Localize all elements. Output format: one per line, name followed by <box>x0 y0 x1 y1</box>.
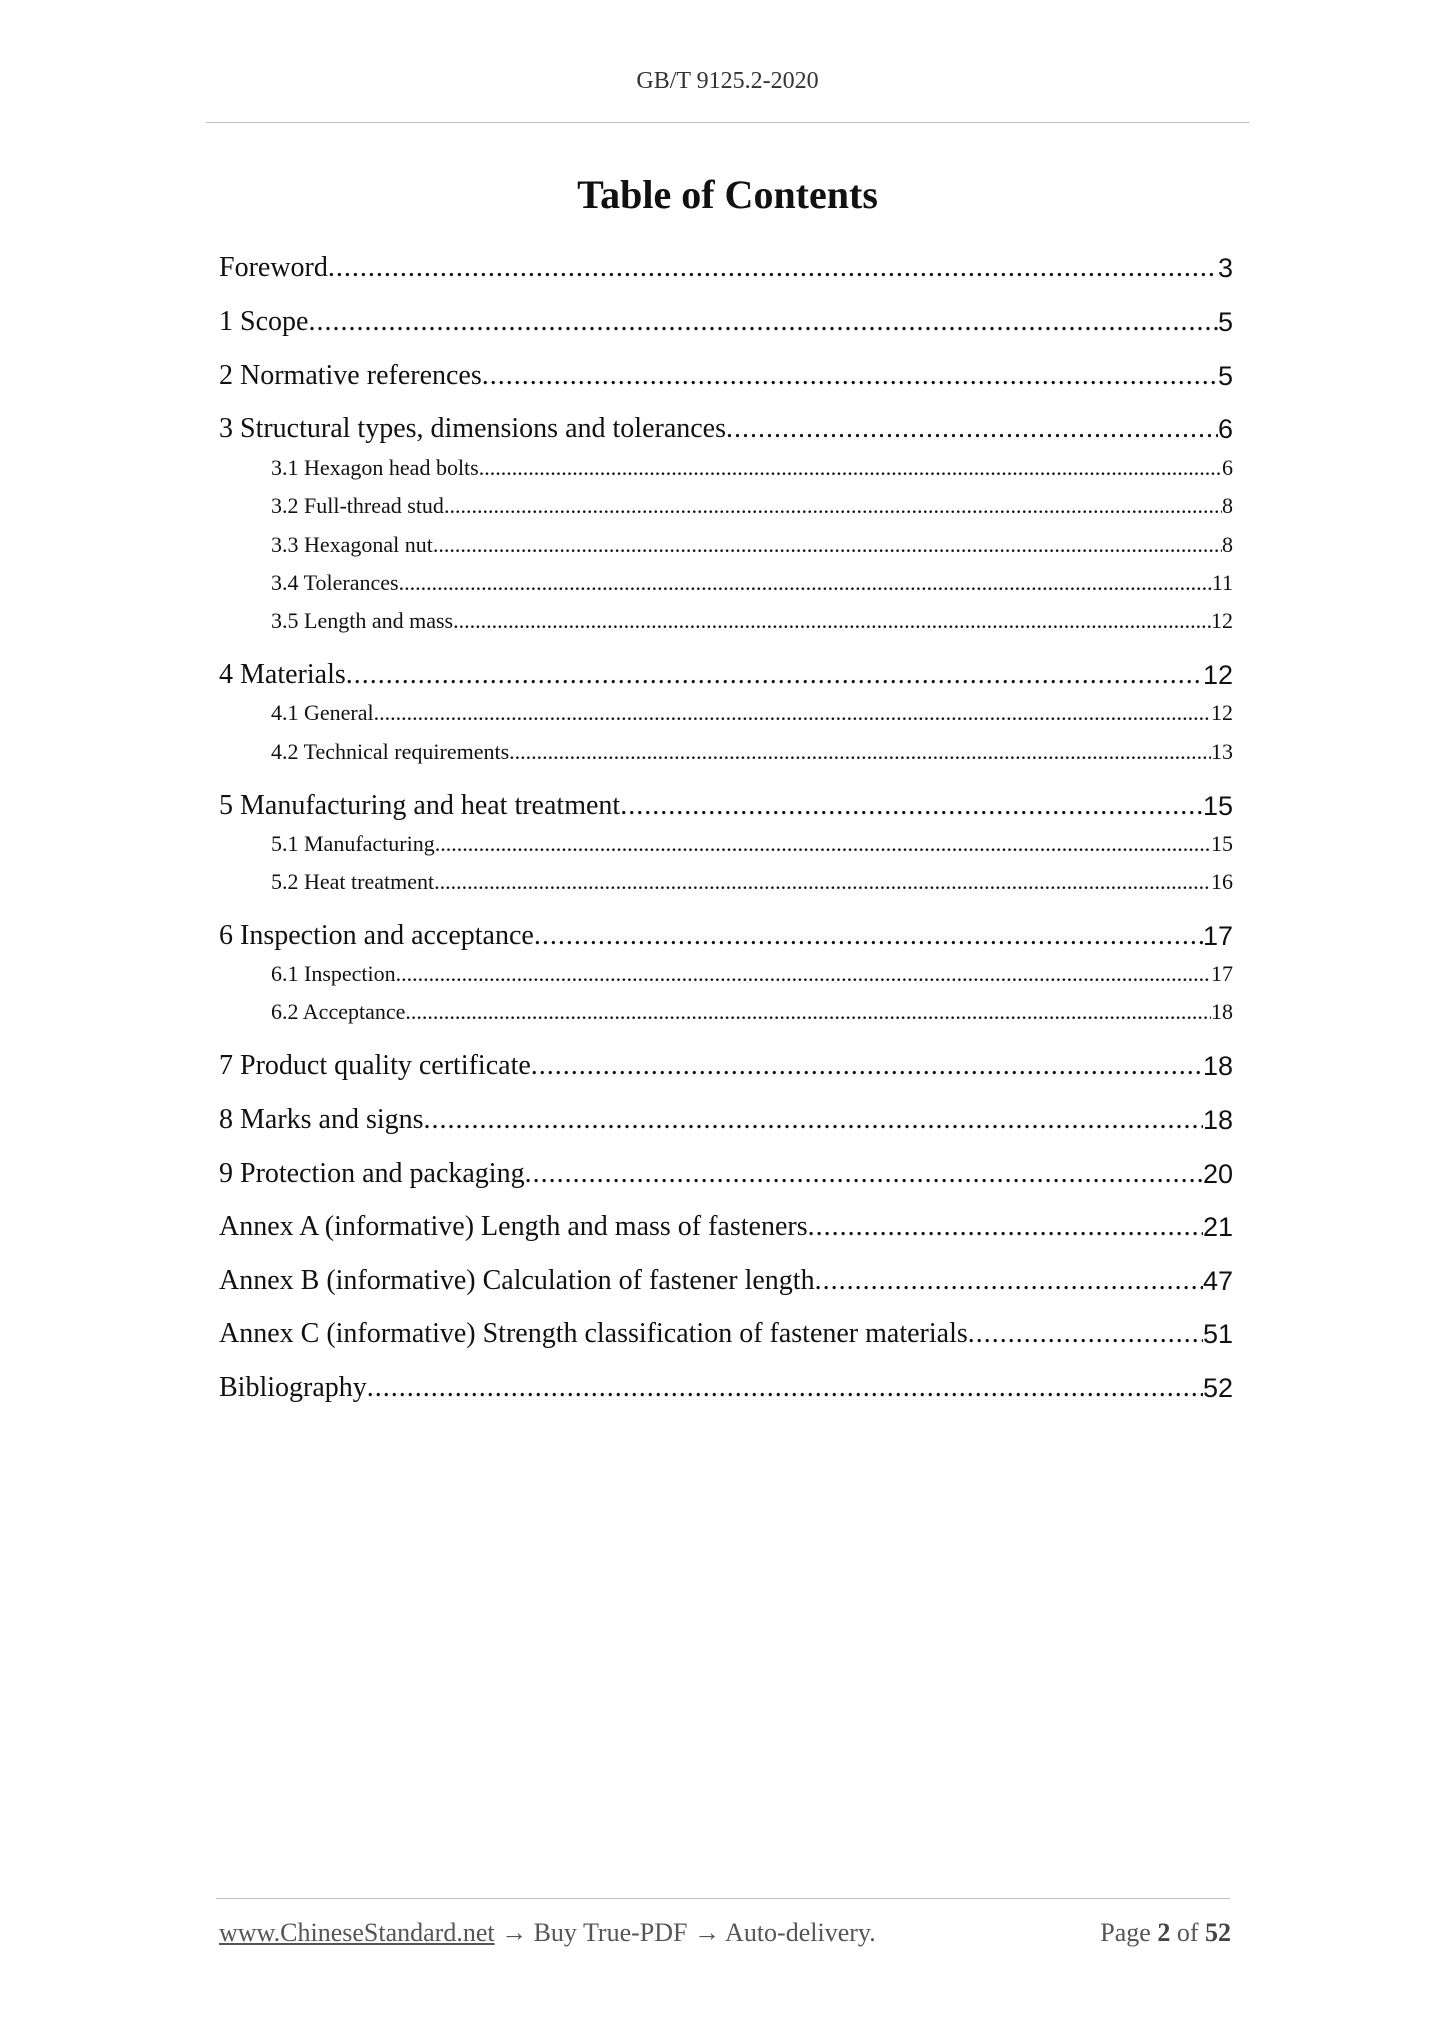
toc-subentry[interactable] <box>219 491 1233 519</box>
toc-subentry[interactable] <box>219 698 1233 726</box>
dot-leader <box>525 1158 1203 1190</box>
dot-leader <box>815 1265 1203 1297</box>
toc-entry-title: 3.1 Hexagon head bolts <box>271 455 479 480</box>
toc-page-number: 21 <box>1202 1212 1233 1242</box>
toc-subentry[interactable] <box>219 829 1233 857</box>
current-page-number: 2 <box>1157 1918 1171 1947</box>
toc-entry-title: 3.5 Length and mass <box>271 608 454 633</box>
total-page-count: 52 <box>1205 1918 1231 1947</box>
toc-subentry[interactable] <box>219 606 1233 634</box>
toc-entry[interactable] <box>219 409 1233 445</box>
toc-entry-title: 2 Normative references <box>219 360 482 391</box>
toc-page-number: 51 <box>1202 1319 1233 1349</box>
dot-leader <box>444 493 1222 519</box>
dot-leader <box>434 869 1211 895</box>
toc-page-number: 17 <box>1211 961 1233 986</box>
toc-subentry[interactable] <box>219 997 1233 1025</box>
document-header-id: GB/T 9125.2-2020 <box>636 68 819 94</box>
page-footer <box>219 1918 1231 1948</box>
dot-leader <box>479 455 1222 481</box>
dot-leader <box>424 1104 1203 1136</box>
dot-leader <box>399 570 1212 596</box>
page-word: Page <box>1100 1918 1151 1947</box>
toc-entry-title: 1 Scope <box>219 306 309 337</box>
toc-page-number: 17 <box>1202 921 1233 951</box>
toc-entry[interactable] <box>219 1368 1233 1404</box>
toc-page-number: 6 <box>1217 414 1233 444</box>
dot-leader <box>405 999 1211 1025</box>
dot-leader <box>367 1372 1203 1404</box>
toc-entry-title: Annex C (informative) Strength classification of fastener materials <box>219 1318 968 1349</box>
toc-entry-title: 6.2 Acceptance <box>271 999 406 1024</box>
toc-entry[interactable] <box>219 248 1233 284</box>
page-of-word: of <box>1176 1918 1199 1947</box>
toc-page-number: 52 <box>1202 1373 1233 1403</box>
toc-entry-title: 4.1 General <box>271 700 374 725</box>
toc-title: Table of Contents <box>577 172 878 217</box>
toc-subentry[interactable] <box>219 959 1233 987</box>
toc-page-number: 5 <box>1217 361 1233 391</box>
toc-page-number: 12 <box>1211 608 1233 633</box>
page-counter <box>1100 1918 1231 1948</box>
toc-entry-title: 4 Materials <box>219 659 346 690</box>
dot-leader <box>328 252 1218 284</box>
toc-entry[interactable] <box>219 916 1233 952</box>
dot-leader <box>453 608 1211 634</box>
toc-page-number: 18 <box>1202 1105 1233 1135</box>
toc-subentry[interactable] <box>219 530 1233 558</box>
toc-page-number: 18 <box>1211 999 1233 1024</box>
dot-leader <box>346 659 1203 691</box>
toc-entry[interactable] <box>219 1046 1233 1082</box>
dot-leader <box>808 1211 1203 1243</box>
footer-left <box>219 1918 876 1948</box>
dot-leader <box>620 790 1203 822</box>
footer-divider <box>216 1898 1230 1899</box>
toc-subentry[interactable] <box>219 568 1233 596</box>
toc-subentry[interactable] <box>219 867 1233 895</box>
toc-entry-title: 5 Manufacturing and heat treatment <box>219 790 621 821</box>
toc-entry-title: 4.2 Technical requirements <box>271 739 510 764</box>
website-link[interactable]: www.ChineseStandard.net <box>219 1918 495 1947</box>
toc-subentry[interactable] <box>219 453 1233 481</box>
dot-leader <box>433 532 1222 558</box>
toc-entry[interactable] <box>219 786 1233 822</box>
toc-entry-title: 5.1 Manufacturing <box>271 831 435 856</box>
toc-page-number: 15 <box>1202 791 1233 821</box>
toc-page-number: 13 <box>1211 739 1233 764</box>
dot-leader <box>509 739 1211 765</box>
toc-entry[interactable] <box>219 302 1233 338</box>
toc-page-number: 5 <box>1217 307 1233 337</box>
toc-entry[interactable] <box>219 356 1233 392</box>
dot-leader <box>726 413 1218 445</box>
toc-subentry[interactable] <box>219 737 1233 765</box>
dot-leader <box>534 920 1203 952</box>
dot-leader <box>374 700 1211 726</box>
dot-leader <box>308 306 1218 338</box>
toc-entry-title: 5.2 Heat treatment <box>271 869 435 894</box>
toc-page-number: 12 <box>1211 700 1233 725</box>
toc-entry-title: 9 Protection and packaging <box>219 1158 525 1189</box>
toc-entry-title: 3.4 Tolerances <box>271 570 399 595</box>
toc-entry-title: Foreword <box>219 252 328 283</box>
toc-page-number: 8 <box>1222 493 1233 518</box>
toc-entry-title: Annex A (informative) Length and mass of fasteners <box>219 1211 808 1242</box>
toc-entry-title: Bibliography <box>219 1372 367 1403</box>
toc-entry-title: 7 Product quality certificate <box>219 1050 531 1081</box>
header-divider <box>206 122 1249 123</box>
toc-entry-title: 3.3 Hexagonal nut <box>271 532 433 557</box>
dot-leader <box>968 1318 1203 1350</box>
dot-leader <box>482 360 1218 392</box>
dot-leader <box>396 961 1211 987</box>
toc-page-number: 47 <box>1202 1266 1233 1296</box>
toc-page-number: 12 <box>1202 660 1233 690</box>
toc-page-number: 3 <box>1217 253 1233 283</box>
toc-entry-title: 3.2 Full-thread stud <box>271 493 444 518</box>
toc-entry[interactable] <box>219 1207 1233 1243</box>
toc-page-number: 11 <box>1211 570 1233 595</box>
dot-leader <box>531 1050 1203 1082</box>
toc-page-number: 6 <box>1222 455 1233 480</box>
dot-leader <box>435 831 1211 857</box>
toc-entry-title: Annex B (informative) Calculation of fastener length <box>219 1265 815 1296</box>
toc-entry-title: 6 Inspection and acceptance <box>219 920 534 951</box>
toc-page-number: 20 <box>1202 1159 1233 1189</box>
toc-entry[interactable] <box>219 1261 1233 1297</box>
toc-page-number: 18 <box>1202 1051 1233 1081</box>
toc-entry[interactable] <box>219 1100 1233 1136</box>
toc-page-number: 16 <box>1211 869 1233 894</box>
toc-entry-title: 3 Structural types, dimensions and tolerances <box>219 413 726 444</box>
toc-page-number: 8 <box>1222 532 1233 557</box>
footer-tagline: → Buy True-PDF → Auto-delivery. <box>501 1918 876 1947</box>
toc-entry-title: 8 Marks and signs <box>219 1104 424 1135</box>
toc-entry[interactable] <box>219 655 1233 691</box>
toc-entry-title: 6.1 Inspection <box>271 961 396 986</box>
toc-entry[interactable] <box>219 1154 1233 1190</box>
toc-entry[interactable] <box>219 1314 1233 1350</box>
toc-page-number: 15 <box>1211 831 1233 856</box>
